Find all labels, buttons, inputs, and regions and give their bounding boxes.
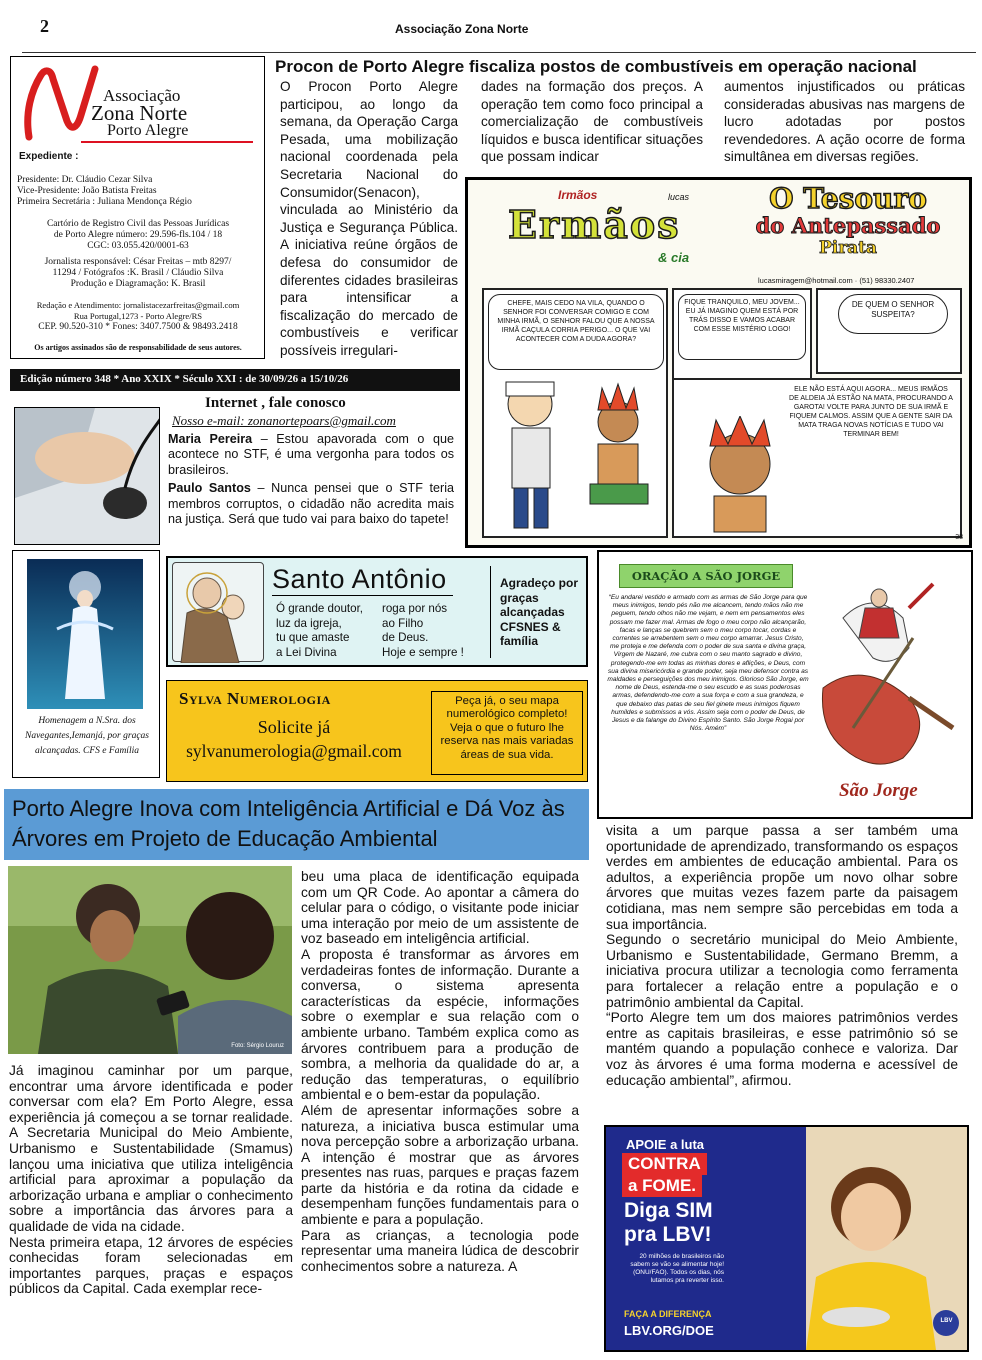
lbv-small-text: 20 milhões de brasileiros não sabem se vão se alimentar hoje! (ONU/FAO). Todos os dias, nós lutamos pra reverter isso. [630, 1253, 724, 1284]
procon-col-1: O Procon Porto Alegre participou, ao longo da semana, da Operação Carga Pesada, uma mobilização nacional coordenada pela Secretaria Nacional do Consumidor(Senacon), vinculada ao Ministério da Justiça e Segurança Pública. A iniciativa reúne órgãos de defesa do consumidor de diferentes cidades brasileiras para intensificar a fiscalização do mercado de combustíveis e verificar possíveis irregulari- [280, 79, 458, 358]
prayer-line: Hoje e sempre ! [382, 645, 464, 659]
homage-caption: Homenagem a N.Sra. dos Navegantes,Iemanjá, por graças alcançadas. CFS e Família [24, 716, 149, 756]
prayer-line: ao Filho [382, 616, 424, 630]
comic-chief-icon [680, 416, 800, 536]
lbv-ad[interactable] [604, 1125, 969, 1352]
letter-author: Maria Pereira [168, 432, 253, 446]
prayer-line: tu que amaste [276, 631, 350, 645]
paragraph: Segundo o secretário municipal do Meio Ambiente, Urbanismo e Sustentabilidade, Germano Bremm, a iniciativa procura utilizar a tecnologia como ferramenta para fortalecer a relação entre a população e o patrimônio ambiental da Capital. [606, 932, 958, 1010]
comic-panel-4 [672, 378, 962, 538]
procon-headline: Procon de Porto Alegre fiscaliza postos de combustíveis em operação nacional [275, 57, 917, 76]
paragraph: “Porto Alegre tem um dos maiores patrimônios verdes entre as capitais brasileiras, e esse patrimônio só se mantém quando a população conhece e valoriza. Dar voz às árvores é uma forma moderna e acessível de educação ambiental”, afirmou. [606, 1010, 958, 1088]
ai-trees-col-3 [606, 823, 958, 1088]
speech-bubble: ELE NÃO ESTÁ AQUI AGORA... MEUS IRMÃOS DE ALDEIA JÁ ESTÃO NA MATA, PROCURANDO A GAROTA! VOLTE PARA JUNTO DE SUA IRMÃ E FIQUEM CALMOS. ASSIM QUE A GENTE SAIR DA MATA TRAGA NOVAS NOTÍCIAS E TUDO VAI TERMINAR BEM! [789, 386, 953, 438]
staff-line: 11294 / Fotógrafos :K. Brasil / Cláudio Silva [52, 268, 224, 278]
sylva-numerologia-ad [166, 680, 588, 782]
lbv-line-2: CONTRA [622, 1153, 707, 1175]
title-line-1: O Tesouro [769, 182, 927, 215]
header-rule [22, 52, 976, 53]
santo-antonio-box [166, 556, 588, 667]
lbv-url-link[interactable]: LBV.ORG/DOE [624, 1323, 714, 1338]
santo-title: Santo Antônio [272, 564, 453, 596]
masthead-box [10, 56, 265, 359]
officer-vice: Vice-Presidente: João Batista Freitas [17, 186, 157, 196]
comic-page-mark: 38 [955, 534, 963, 541]
staff-info [17, 257, 259, 290]
letter-author: Paulo Santos [168, 481, 251, 496]
staff-line: Jornalista responsável: César Freitas – mtb 8297/ [44, 257, 232, 267]
series-sub: & cia [658, 250, 690, 265]
edition-bar: Edição número 348 * Ano XXIX * Século XXI : de 30/09/26 a 15/10/26 [10, 369, 460, 391]
sylva-cta: Solicite já [257, 717, 331, 737]
series-main: Ermãos [508, 202, 681, 247]
paragraph: Nesta primeira etapa, 12 árvores de espécies conhecidas foram selecionadas em importantes parques, praças e espaços públicos da Capital. Cada exemplar rece- [9, 1234, 293, 1297]
santo-divider [490, 566, 491, 658]
people-phone-photo [8, 866, 292, 1054]
prayer-line: roga por nós [382, 602, 448, 615]
procon-col-2: dades na formação dos preços. A operação tem como foco principal a comercialização de combustíveis líquidos e busca identificar situações que possam indicar [481, 79, 703, 165]
paragraph: Além de apresentar informações sobre a natureza, a iniciativa busca estimular uma nova percepção sobre a arborização urbana. A intenção é mostrar que as árvores presentes nas ruas, parques e praças fazem parte da história e da rotina da cidade e desempenham funções fundamentais para o ambiente e para a população. [301, 1102, 579, 1228]
ai-trees-col-1 [9, 1063, 293, 1297]
speech-bubble: CHEFE, MAIS CEDO NA VILA, QUANDO O SENHOR FOI CONVERSAR COMIGO E COM MINHA IRMÃ, O SENHOR FALOU QUE A NOSSA IRMÃ CAÇULA CORRIA PERIGO... O QUE VAI ACONTECER COM A DUDA AGORA? [488, 294, 664, 370]
lbv-badge-label: LBV [940, 1318, 953, 1324]
paragraph: Já imaginou caminhar por um parque, encontrar uma árvore identificada e poder conversar com ela? Em Porto Alegre, essa experiência já começou a se tornar realidade. A Secretaria Municipal do Meio Ambiente, Urbanismo e Sustentabilidade (Smamus) lançou uma iniciativa que utiliza inteligência artificial para aproximar a população da arborização urbana e ampliar o conhecimento sobre a importância das árvores para a qualidade de vida na cidade. [9, 1063, 293, 1234]
internet-title: Internet , fale conosco [205, 395, 346, 411]
paragraph: A proposta é transformar as árvores em verdadeiras fontes de informação. Durante a conversa, o sistema apresenta características da espécie, informações sobre o exemplar e sua relação com o ambiente urbano. Também explica como as árvores contribuem para a produção de sombra, a melhoria da qualidade do ar, a redução das temperaturas, o equilíbrio ambiental e o bem-estar da população. [301, 946, 579, 1103]
logo-line-2: Zona Norte [91, 101, 188, 125]
ai-trees-headline: Porto Alegre Inova com Inteligência Artificial e Dá Voz às Árvores em Projeto de Educação Ambiental [4, 789, 589, 860]
title-line-2: do Antepassado [755, 213, 941, 238]
sylva-side-text: Peça já, o seu mapa numerológico completo! Veja o que o futuro lhe reserva nas mais variadas áreas de sua vida. [431, 691, 583, 775]
officer-president: Presidente: Dr. Cláudio Cezar Silva [17, 175, 153, 185]
prayer-left [276, 602, 363, 660]
santo-antonio-portrait [172, 562, 264, 662]
saint-george-dragon-icon [813, 578, 969, 778]
comic-contact: lucasmiragem@hotmail.com · (51) 98330.2407 [758, 276, 915, 285]
paragraph: beu uma placa de identificação equipada com um QR Code. Ao apontar a câmera do celular para o código, o visitante pode iniciar uma interação por meio de um assistente de voz baseado em inteligência artificial. [301, 869, 579, 947]
lbv-line-5: pra LBV! [624, 1223, 712, 1246]
prayer-line: luz da igreja, [276, 616, 342, 630]
sylva-title: Sylva Numerologia [179, 689, 331, 708]
letter-text: – Nunca pensei que o STF teria membros corruptos, o cidadão não acredita mais na justiça. Será que tudo vai para baixo do tapete! [168, 481, 454, 527]
sylva-email-link[interactable]: sylvanumerologia@gmail.com [186, 741, 402, 761]
prayer-right [382, 602, 464, 660]
comic-characters-icon [490, 374, 666, 534]
saint-anthony-icon [173, 563, 265, 663]
reader-letters [168, 432, 454, 527]
paragraph: Para as crianças, a tecnologia pode representar uma maneira lúdica de descobrir conhecimentos sobre a natureza. A [301, 1227, 579, 1274]
oracao-text: “Eu andarei vestido e armado com as armas de São Jorge para que meus inimigos, tendo pés não me alcancem, tendo mãos não me peguem, tendo olhos não me vejam, e nem em pensamentos eles possam me fazer mal. Armas de fogo o meu corpo não alcançarão, facas e lanças se quebrem sem o meu corpo tocar, cordas e correntes se arrebentem sem o meu corpo amarrar. Jesus Cristo, me proteja e me defenda com o poder de sua santa e divina graça, Virgem de Nazaré, me cubra com o seu manto sagrado e divino, protegendo-me em todas as minhas dores e aflições, e Deus, com sua divina misericórdia e grande poder, seja meu defensor contra as maldades e perseguições dos meu inimigos. Glorioso São Jorge, em nome de Deus, estenda-me o seu escudo e as suas poderosas armas, defendendo-me com a sua força e com a sua grandeza, e que debaixo das patas de seu fiel ginete meus inimigos fiquem humildes e submissos a vós. Assim seja com o poder de Deus, de Jesus e da falange do Divino Espírito Santo. São Jorge Rogai por Nós. Amém” [607, 594, 809, 733]
prayer-line: a Lei Divina [276, 645, 337, 659]
officer-secretary: Primeira Secretária : Juliana Mendonça Régio [17, 197, 192, 207]
logo-line-1: Associação [103, 86, 181, 105]
series-top: Irmãos [558, 188, 598, 202]
procon-col-3: aumentos injustificados ou práticas consideradas abusivas nas margens de lucro adotadas por postos revendedores. A ação ocorre de forma simultânea em diversas regiões. [724, 79, 965, 165]
registry-line: Cartório de Registro Civil das Pessoas Jurídicas [46, 219, 230, 229]
photo-credit: Foto: Sérgio Louruz [231, 1043, 284, 1049]
prayer-line: de Deus. [382, 631, 429, 645]
letter-2 [168, 481, 454, 527]
lbv-cta: FAÇA A DIFERENÇA [624, 1309, 712, 1319]
contact-line: CEP. 90.520-310 * Fones: 3407.7500 & 98493.2418 [38, 322, 238, 332]
comic-strip [465, 177, 972, 548]
registry-line: de Porto Alegre número: 29.596-fls.104 / 18 [53, 230, 223, 240]
contact-info [17, 300, 259, 333]
registry-line: CGC: 03.055.420/0001-63 [87, 241, 189, 251]
internet-email-link[interactable]: Nosso e-mail: zonanortepoars@gmail.com [172, 413, 396, 428]
expediente-title: Expediente : [19, 151, 79, 162]
comic-panel-3 [816, 288, 962, 374]
disclaimer: Os artigos assinados são de responsabilidade de seus autores. [34, 343, 242, 352]
lbv-line-4: Diga SIM [624, 1199, 713, 1222]
officers-list [17, 175, 259, 208]
logo-rule [81, 141, 253, 143]
prayer-line: Ó grande doutor, [276, 602, 364, 615]
ai-trees-col-2 [301, 869, 579, 1274]
letter-text: – Estou apavorada com o que acontece no STF, é uma vergonha para todos os brasileiros. [168, 432, 454, 477]
contact-line: Rua Portugal,1273 - Porto Alegre/RS [73, 311, 203, 321]
letter-1 [168, 432, 454, 478]
hand-mouse-icon [15, 408, 160, 545]
oracao-sao-jorge-box [597, 550, 973, 819]
speech-bubble: DE QUEM O SENHOR SUSPEITA? [838, 294, 948, 334]
oracao-title: ORAÇÃO A SÃO JORGE [619, 564, 793, 588]
running-title: Associação Zona Norte [395, 22, 529, 36]
paragraph: visita a um parque passa a ser também uma oportunidade de aprendizado, transformando os espaços verdes em ambientes de educação ambiental. Para os adultos, a experiência propõe um novo olhar sobre árvores que muitas vezes fazem parte da paisagem cotidiana, mas nem sempre são percebidas em toda a sua importância. [606, 823, 958, 932]
computer-mouse-photo [14, 407, 160, 545]
logo-line-3: Porto Alegre [107, 122, 189, 139]
speech-bubble: FIQUE TRANQUILO, MEU JOVEM... EU JÁ IMAGINO QUEM ESTÁ POR TRÁS DISSO E VAMOS ACABAR COM ESSE MISTÉRIO LOGO! [678, 294, 806, 360]
contact-line: Redação e Atendimento: jornalistacezarfreitas@gmail.com [36, 300, 240, 310]
title-line-3: Pirata [818, 238, 878, 258]
santo-thanks: Agradeço por graças alcançadas CFSNES & família [500, 576, 579, 649]
staff-line: Produção e Diagramação: K. Brasil [70, 279, 206, 289]
comic-signature: lucas [668, 192, 690, 202]
oracao-caption: São Jorge [839, 780, 918, 801]
comic-title [730, 184, 966, 258]
lbv-line-3: a FOME. [622, 1175, 702, 1197]
comic-panel-1 [482, 288, 668, 538]
homage-box [12, 550, 160, 778]
page-number: 2 [40, 16, 49, 36]
registry-info [17, 219, 259, 252]
people-using-phone-icon [8, 866, 292, 1054]
iemanja-image-icon [27, 559, 143, 709]
lbv-line-1: APOIE a luta [626, 1137, 705, 1152]
